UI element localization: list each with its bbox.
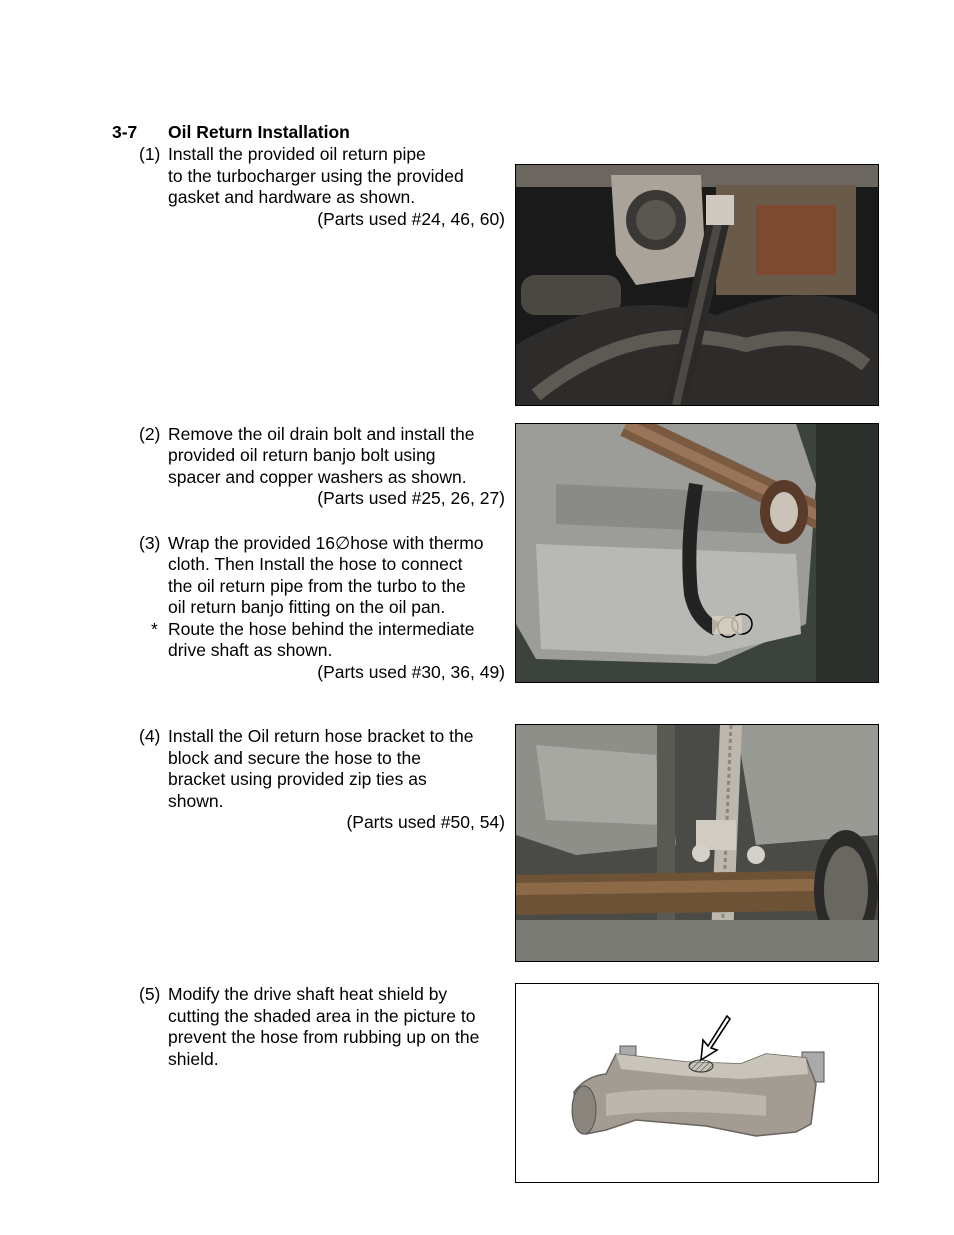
parts-used: (Parts used #25, 26, 27) — [317, 488, 505, 508]
step-line: shown. — [168, 791, 224, 811]
step-line: provided oil return banjo bolt using — [168, 445, 436, 465]
step-line: Install the provided oil return pipe — [168, 144, 426, 164]
step-line: shield. — [168, 1049, 219, 1069]
section-number: 3-7 — [112, 122, 138, 142]
step-line: cloth. Then Install the hose to connect — [168, 554, 463, 574]
step-line: block and secure the hose to the — [168, 748, 421, 768]
step-line: prevent the hose from rubbing up on the — [168, 1027, 480, 1047]
step-line: Install the Oil return hose bracket to the — [168, 726, 474, 746]
step-line: Remove the oil drain bolt and install the — [168, 424, 475, 444]
section-title: Oil Return Installation — [168, 122, 350, 142]
step-number: (4) — [139, 726, 161, 746]
step-line: Wrap the provided 16∅hose with thermo — [168, 533, 484, 553]
step-line: spacer and copper washers as shown. — [168, 467, 467, 487]
note-line: drive shaft as shown. — [168, 640, 333, 660]
step-line: the oil return pipe from the turbo to the — [168, 576, 466, 596]
step-number: (5) — [139, 984, 161, 1004]
step-line: cutting the shaded area in the picture to — [168, 1006, 476, 1026]
oil-pan-banjo-photo — [515, 423, 879, 683]
parts-used: (Parts used #30, 36, 49) — [317, 662, 505, 682]
step-line: Modify the drive shaft heat shield by — [168, 984, 448, 1004]
turbo-oil-return-pipe-photo — [515, 164, 879, 406]
step-number: (2) — [139, 424, 161, 444]
hose-bracket-photo — [515, 724, 879, 962]
note-mark: * — [151, 619, 158, 639]
parts-used: (Parts used #50, 54) — [346, 812, 505, 832]
step-line: gasket and hardware as shown. — [168, 187, 416, 207]
step-line: oil return banjo fitting on the oil pan. — [168, 597, 446, 617]
heat-shield-diagram — [515, 983, 879, 1183]
step-number: (1) — [139, 144, 161, 164]
step-number: (3) — [139, 533, 161, 553]
step-line: bracket using provided zip ties as — [168, 769, 427, 789]
note-line: Route the hose behind the intermediate — [168, 619, 475, 639]
step-line: to the turbocharger using the provided — [168, 166, 464, 186]
parts-used: (Parts used #24, 46, 60) — [317, 209, 505, 229]
